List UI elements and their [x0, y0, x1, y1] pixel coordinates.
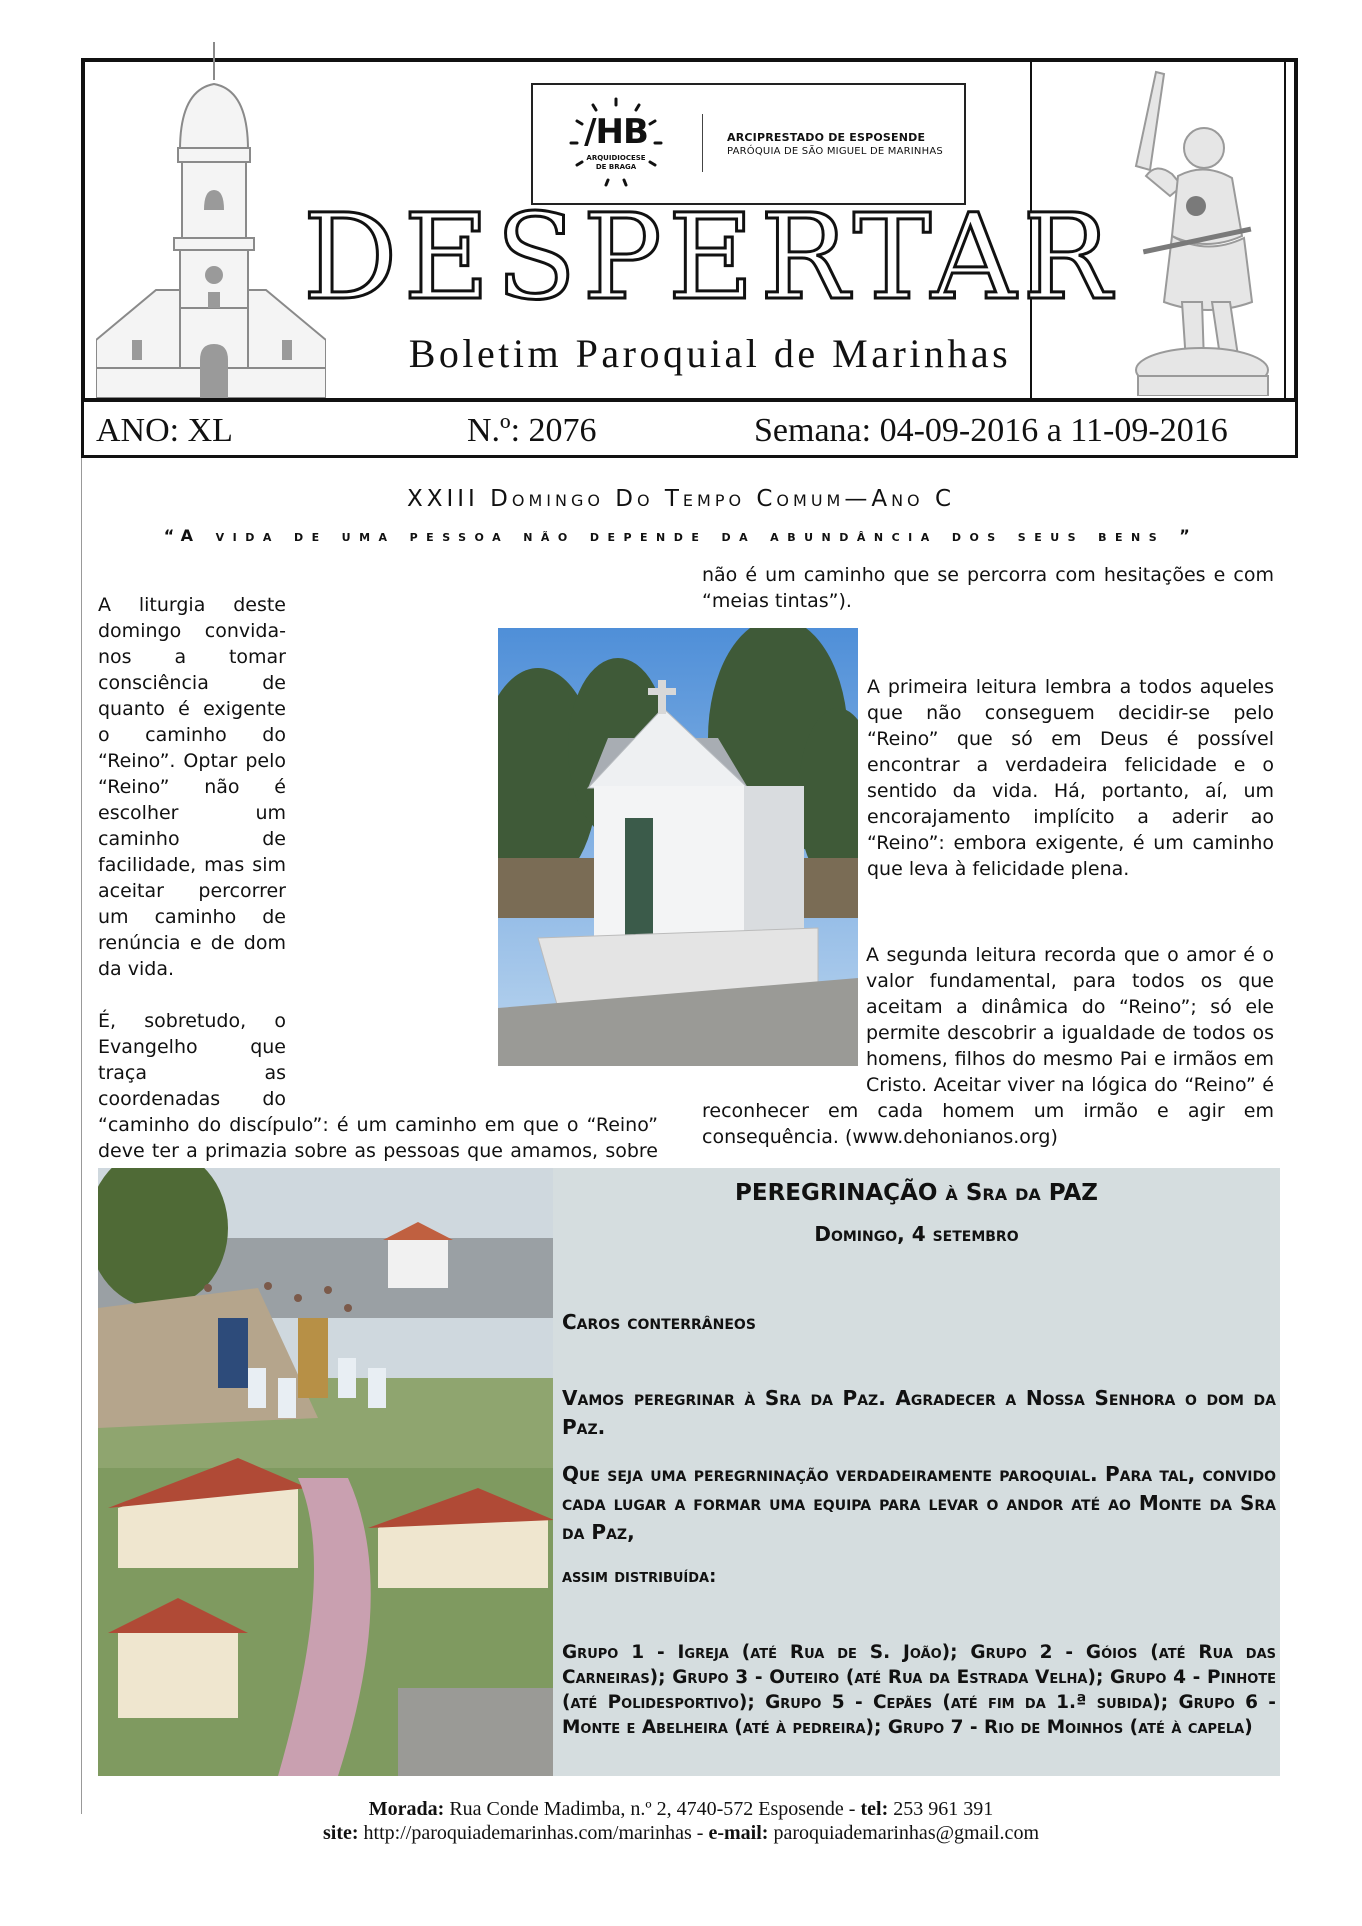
- saint-michael-statue-illustration: [1112, 66, 1278, 396]
- masthead-title: DESPERTAR: [302, 188, 1118, 326]
- article-right-column: [702, 562, 1274, 614]
- pilgrimage-groups: Grupo 1 - Igreja (até Rua de S. João); Grupo 2 - Góios (até Rua das Carneiras); Grupo 3 - Outeiro (até Rua da Estrada Velha); Grupo 4 - Pinhote (até Polidesportivo); Grupo 5 - Cepães (até fim da 1.ª subida); Grupo 6 - Monte e Abelheira (até à pedreira); Grupo 7 - Rio de Moinhos (até à capela): [562, 1642, 1276, 1738]
- pilgrimage-greeting: Caros conterrâneos: [562, 1310, 756, 1334]
- footer-email-link[interactable]: paroquiademarinhas@gmail.com: [768, 1822, 1039, 1844]
- pilgrimage-distribution-label: assim distribuída:: [562, 1566, 717, 1587]
- footer-phone-value: 253 961 391: [888, 1798, 994, 1820]
- header-divider: [1284, 62, 1286, 398]
- article-paragraph: A liturgia deste domingo convida-nos a tomar consciência de quanto é exigente o caminho do “Reino”. Optar pelo “Reino” não é escolher um caminho de facilidade, mas sim aceitar percorrer um caminho de renúncia e de dom da vida.: [98, 594, 286, 980]
- article-heading: XXIII Domingo Do Tempo Comum—Ano C: [406, 486, 956, 512]
- parish-label: PARÓQUIA DE SÃO MIGUEL DE MARINHAS: [727, 146, 943, 157]
- issue-week: Semana: 04-09-2016 a 11-09-2016: [754, 412, 1228, 449]
- footer-site-label: site:: [323, 1822, 359, 1844]
- masthead-subtitle: Boletim Paroquial de Marinhas: [408, 331, 1012, 376]
- article-paragraph: É, sobretudo, o Evangelho que traça as coordenadas do “caminho do discípulo”: é um caminho em que o “Reino” deve ter a primazia sobre as pessoas que amamos, sobre: [98, 1010, 658, 1162]
- footer-phone-label: tel:: [860, 1798, 889, 1820]
- logo-separator: [702, 114, 703, 172]
- footer-contacts: [0, 1822, 1362, 1845]
- article-right-column-3: [702, 942, 1274, 1176]
- pilgrimage-paragraph-1: Vamos peregrinar à Sra da Paz. Agradecer a Nossa Senhora o dom da Paz.: [562, 1386, 1276, 1439]
- issue-year: ANO: XL: [96, 412, 233, 449]
- article-quote: “A vida de uma pessoa não depende da abundância dos seus bens ”: [163, 526, 1199, 545]
- church-illustration: [96, 40, 326, 398]
- archdiocese-name: ARQUIDIOCESE DE BRAGA: [586, 154, 646, 171]
- pilgrimage-title-text: PEREGRINAÇÃO à Sra da PAZ: [735, 1180, 1098, 1206]
- footer-email-label: e-mail:: [708, 1822, 769, 1844]
- pilgrimage-photo-collage: [98, 1168, 554, 1776]
- archpriesthood-label: ARCIPRESTADO DE ESPOSENDE: [727, 131, 926, 144]
- archdiocese-monogram: /ΗB: [584, 112, 648, 152]
- footer-address-label: Morada:: [368, 1798, 445, 1820]
- article-paragraph: A primeira leitura lembra a todos aqueles que não conseguem decidir-se pelo “Reino” que só em Deus é possível encontrar a verdadeira felicidade e o sentido da vida. Há, portanto, aí, um encorajamento implícito a aderir ao “Reino”: embora exigente, é um caminho que leva à felicidade plena.: [867, 676, 1274, 880]
- page-margin-line: [81, 458, 82, 1814]
- article-paragraph: A segunda leitura recorda que o amor é o valor fundamental, para todos os que aceitam a dinâmica do “Reino”; só ele permite descobrir a igualdade de todos os homens, filhos do mesmo Pai e irmãos em Cristo. Aceitar viver na lógica do “Reino” é reconhecer em cada homem um irmão e agir em consequência. (www.dehonianos.org): [702, 944, 1274, 1148]
- article-right-column-2: [867, 674, 1274, 908]
- article-paragraph: não é um caminho que se percorra com hesitações e com “meias tintas”).: [702, 564, 1274, 612]
- pilgrimage-paragraph-2: Que seja uma peregrninação verdadeiramente paroquial. Para tal, convido cada lugar a formar uma equipa para levar o andor até ao Monte da Sra da Paz,: [562, 1462, 1276, 1544]
- issue-number: N.º: 2076: [467, 412, 597, 449]
- footer-address: [0, 1798, 1362, 1821]
- photo-wrap-space: [702, 942, 866, 1088]
- footer-address-value: Rua Conde Madimba, n.º 2, 4740-572 Esposende -: [444, 1798, 861, 1820]
- pilgrimage-title: [553, 1180, 1280, 1206]
- footer-site-link[interactable]: http://paroquiademarinhas.com/marinhas -: [358, 1822, 709, 1844]
- pilgrimage-date: Domingo, 4 setembro: [814, 1222, 1019, 1246]
